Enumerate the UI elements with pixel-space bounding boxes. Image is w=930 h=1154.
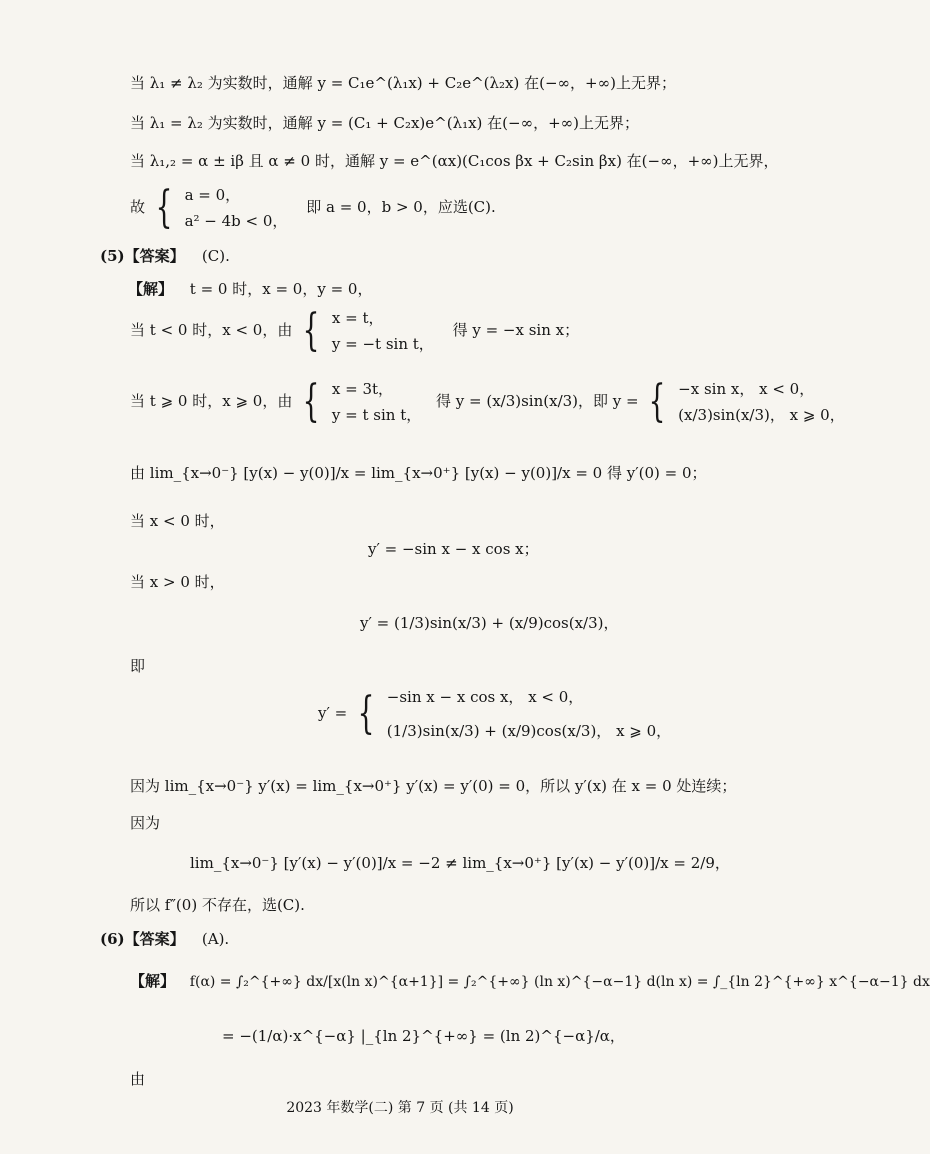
answer-tag: 【答案】: [124, 247, 185, 265]
answer-6-heading: [100, 928, 229, 949]
question-number: (6): [100, 930, 125, 948]
left-brace: {: [155, 182, 173, 233]
x-negative-text: 当 x < 0 时，: [130, 512, 225, 530]
continuity-text: 因为 lim_{x→0⁻} y′(x) = lim_{x→0⁺} y′(x) = y′(0) = 0，所以 y′(x) 在 x = 0 处连续；: [130, 777, 737, 795]
x-positive-text: 当 x > 0 时，: [130, 573, 225, 591]
solution-6-integral: [130, 970, 930, 991]
ie-text: 即: [130, 657, 146, 675]
cases-block: [332, 305, 434, 357]
answer-5-heading: [100, 245, 230, 266]
case-2: y = −t sin t，: [331, 335, 434, 353]
conclusion-text: 所以 f″(0) 不存在，选(C).: [130, 896, 305, 914]
left-brace: {: [357, 688, 375, 739]
text-line-limit: [130, 462, 707, 483]
text-line-1: [130, 72, 676, 93]
text-line-t-nonnegative: [130, 376, 845, 428]
t-nonneg-mid: 得 y = (x/3)sin(x/3)，即 y =: [436, 392, 639, 410]
footer-text: 2023 年数学(二) 第 7 页 (共 14 页): [286, 1100, 514, 1116]
derivative-positive: [360, 612, 619, 633]
result-case-2: (x/3)sin(x/3)， x ⩾ 0，: [678, 406, 845, 424]
t-nonneg-prefix: 当 t ⩾ 0 时，x ⩾ 0，由: [130, 392, 293, 410]
derivative-lhs: y′ =: [318, 704, 348, 722]
derivative-positive-text: y′ = (1/3)sin(x/3) + (x/9)cos(x/3)，: [360, 614, 619, 632]
text-line-4: [130, 182, 496, 234]
text-line-you: [130, 1068, 145, 1089]
solution-tag: 【解】: [130, 972, 176, 990]
answer-value: (A).: [201, 930, 230, 948]
limit-text: 由 lim_{x→0⁻} [y(x) − y(0)]/x = lim_{x→0⁺} [y(x) − y(0)]/x = 0 得 y′(0) = 0；: [130, 464, 707, 482]
case-2: (1/3)sin(x/3) + (x/9)cos(x/3)， x ⩾ 0，: [386, 722, 672, 740]
text-line-2: [130, 112, 639, 133]
t-negative-prefix: 当 t < 0 时，x < 0，由: [130, 321, 293, 339]
answer-tag: 【答案】: [124, 930, 185, 948]
integral-result-text: = −(1/α)·x^{−α} |_{ln 2}^{+∞} = (ln 2)^{−α}/α，: [222, 1027, 625, 1045]
because-text: 因为: [130, 814, 161, 832]
line-1-text: 当 λ₁ ≠ λ₂ 为实数时，通解 y = C₁e^(λ₁x) + C₂e^(λ₂x) 在(−∞，+∞)上无界；: [130, 74, 676, 92]
case-1: a = 0，: [184, 186, 241, 204]
text-line-ie: [130, 655, 145, 676]
text-line-x-negative: [130, 510, 225, 531]
cases-block: [185, 182, 288, 234]
result-case-1: −x sin x， x < 0，: [678, 380, 815, 398]
case-2: a² − 4b < 0，: [184, 212, 288, 230]
integral-result: [222, 1025, 625, 1046]
solution-5-start: [128, 278, 372, 299]
case-1: x = t，: [331, 309, 384, 327]
left-brace: {: [302, 305, 320, 356]
derivative-negative-text: y′ = −sin x − x cos x；: [368, 540, 539, 558]
left-brace: {: [648, 376, 666, 427]
t-negative-suffix: 得 y = −x sin x；: [452, 321, 580, 339]
second-derivative-text: lim_{x→0⁻} [y′(x) − y′(0)]/x = −2 ≠ lim_{x→0⁺} [y′(x) − y′(0)]/x = 2/9，: [190, 854, 730, 872]
text-line-continuity: [130, 775, 736, 796]
case-2: y = t sin t，: [331, 406, 422, 424]
derivative-piecewise: [318, 680, 671, 748]
cases-block: [332, 376, 421, 428]
answer-value: (C).: [201, 247, 230, 265]
you-text: 由: [130, 1070, 146, 1088]
solution-tag: 【解】: [128, 280, 174, 298]
integral-text: f(α) = ∫₂^{+∞} dx/[x(ln x)^{α+1}] = ∫₂^{+∞} (ln x)^{−α−1} d(ln x) = ∫_{ln 2}^{+∞} x^{−α−1} dx: [189, 974, 930, 990]
line-4-suffix: 即 a = 0，b > 0，应选(C).: [306, 198, 496, 216]
page-footer: [0, 1097, 800, 1117]
text-line-t-negative: [130, 305, 579, 357]
left-brace: {: [302, 376, 320, 427]
line-2-text: 当 λ₁ = λ₂ 为实数时，通解 y = (C₁ + C₂x)e^(λ₁x) 在(−∞，+∞)上无界；: [130, 114, 640, 132]
text-line-because: [130, 812, 160, 833]
line-3-text: 当 λ₁,₂ = α ± iβ 且 α ≠ 0 时，通解 y = e^(αx)(C₁cos βx + C₂sin βx) 在(−∞，+∞)上无界，: [130, 152, 779, 170]
text-line-3: [130, 150, 779, 171]
cases-block-result: [678, 376, 845, 428]
line-4-prefix: 故: [130, 198, 146, 216]
case-1: −sin x − x cos x， x < 0，: [386, 688, 584, 706]
text-line-x-positive: [130, 571, 225, 592]
derivative-negative: [368, 538, 539, 559]
case-1: x = 3t，: [331, 380, 394, 398]
cases-block: [387, 680, 671, 748]
second-derivative-limits: [190, 852, 730, 873]
text-line-conclusion: [130, 894, 305, 915]
question-number: (5): [100, 247, 125, 265]
solution-text: t = 0 时，x = 0，y = 0，: [189, 280, 373, 298]
